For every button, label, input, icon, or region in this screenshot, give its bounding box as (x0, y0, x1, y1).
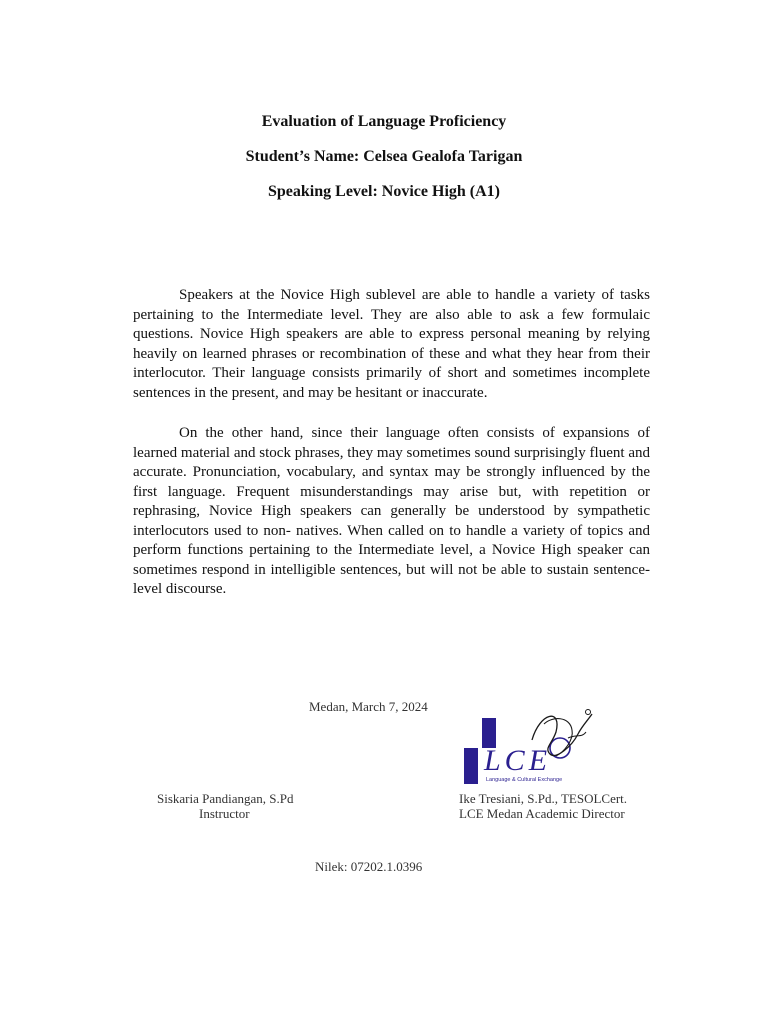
signature-director (459, 791, 627, 821)
body-paragraph-1: Speakers at the Novice High sublevel are able to handle a variety of tasks pertaining to the Intermediate level. They are also able to ask a few formulaic questions. Novice High speakers are able to express personal meaning by relying heavily on learned phrases or recombination of these and what they hear from their interlocutor. Their language consists primarily of short and sometimes incomplete sentences in the present, and may be hesitant or inaccurate. (133, 287, 650, 401)
document-header (0, 112, 768, 217)
document-title: Evaluation of Language Proficiency (261, 113, 507, 130)
director-name: Ike Tresiani, S.Pd., TESOLCert. (459, 791, 628, 806)
logo-tagline: Language & Cultural Exchange (486, 777, 563, 783)
logo-letters: LCE (484, 744, 552, 777)
lce-logo (460, 704, 600, 786)
student-name: Student’s Name: Celsea Gealofa Tarigan (245, 148, 523, 165)
signature-instructor (157, 791, 294, 821)
body-paragraph-2: On the other hand, since their language often consists of expansions of learned material and stock phrases, they may sometimes sound surprisingly fluent and accurate. Pronunciation, vocabulary, and syntax may be strongly influenced by the first language. Frequent misunderstandings may arise but, with repetition or rephrasing, Novice High speakers can generally be understood by sympathetic interlocutors used to non- natives. When called on to handle a variety of topics and perform functions pertaining to the Intermediate level, a Novice High speaker can sometimes respond in intelligible sentences, but will not be able to sustain sentence-level discourse. (133, 425, 650, 597)
lce-logo-graphic (460, 704, 600, 786)
evaluation-body (133, 286, 650, 621)
instructor-role: Instructor (199, 806, 250, 821)
nilek-number: Nilek: 07202.1.0396 (315, 859, 423, 874)
instructor-name: Siskaria Pandiangan, S.Pd (157, 791, 294, 806)
director-role: LCE Medan Academic Director (459, 806, 625, 821)
place-date: Medan, March 7, 2024 (309, 699, 428, 714)
speaking-level: Speaking Level: Novice High (A1) (268, 183, 500, 200)
